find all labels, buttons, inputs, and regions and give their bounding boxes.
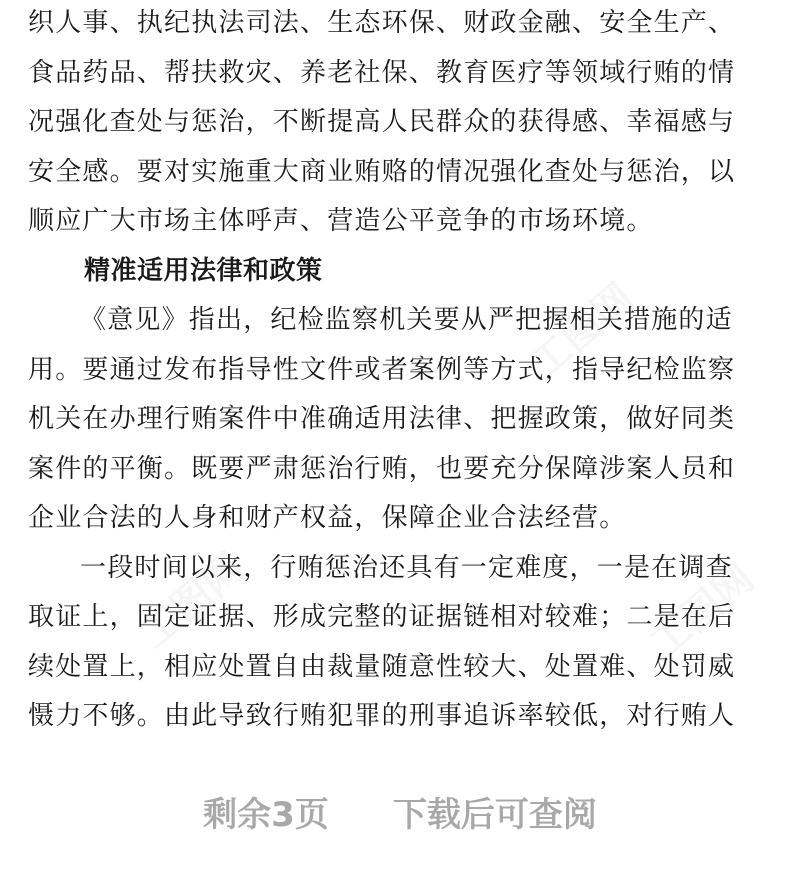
paragraph-1 xyxy=(28,0,770,247)
text-line: 顺应广大市场主体呼声、营造公平竞争的市场环境。 xyxy=(28,206,654,236)
text-line: 安全感。要对实施重大商业贿赂的情况强化查处与惩治，以 xyxy=(28,156,736,187)
text-line: 食品药品、帮扶救灾、养老社保、教育医疗等领域行贿的情 xyxy=(28,57,736,88)
text-line: 一段时间以来，行贿惩治还具有一定难度，一是在调查 xyxy=(80,552,733,583)
text-line: 织人事、执纪执法司法、生态环保、财政金融、安全生产、 xyxy=(28,8,736,38)
document-page xyxy=(28,0,770,742)
text-line: 案件的平衡。既要严肃惩治行贿，也要充分保障涉案人员和 xyxy=(28,453,736,484)
text-line: 取证上，固定证据、形成完整的证据链相对较难；二是在后 xyxy=(28,602,736,632)
text-line: 机关在办理行贿案件中准确适用法律、把握政策，做好同类 xyxy=(28,404,736,434)
text-line: 续处置上，相应处置自由裁量随意性较大、处置难、处罚威 xyxy=(28,651,736,682)
watermark-3: 工图网 xyxy=(641,554,763,668)
text-line: 用。要通过发布指导性文件或者案例等方式，指导纪检监察 xyxy=(28,354,736,385)
paragraph-2 xyxy=(28,296,770,544)
watermark-2: 工图网 xyxy=(131,544,253,658)
download-prompt xyxy=(0,786,800,836)
text-line: 况强化查处与惩治，不断提高人民群众的获得感、幸福感与 xyxy=(28,107,736,137)
section-heading: 精准适用法律和政策 xyxy=(84,255,323,286)
text-line: 慑力不够。由此导致行贿犯罪的刑事追诉率较低，对行贿人 xyxy=(28,701,736,731)
remaining-pages-label[interactable]: 剩余3页 xyxy=(203,794,329,835)
paragraph-3 xyxy=(28,544,770,742)
download-to-view-link[interactable]: 下载后可查阅 xyxy=(392,794,597,835)
text-line: 企业合法的人身和财产权益，保障企业合法经营。 xyxy=(28,503,627,533)
watermark-1: 工图网 xyxy=(521,274,643,388)
text-line: 《意见》指出，纪检监察机关要从严把握相关措施的适 xyxy=(80,305,733,335)
